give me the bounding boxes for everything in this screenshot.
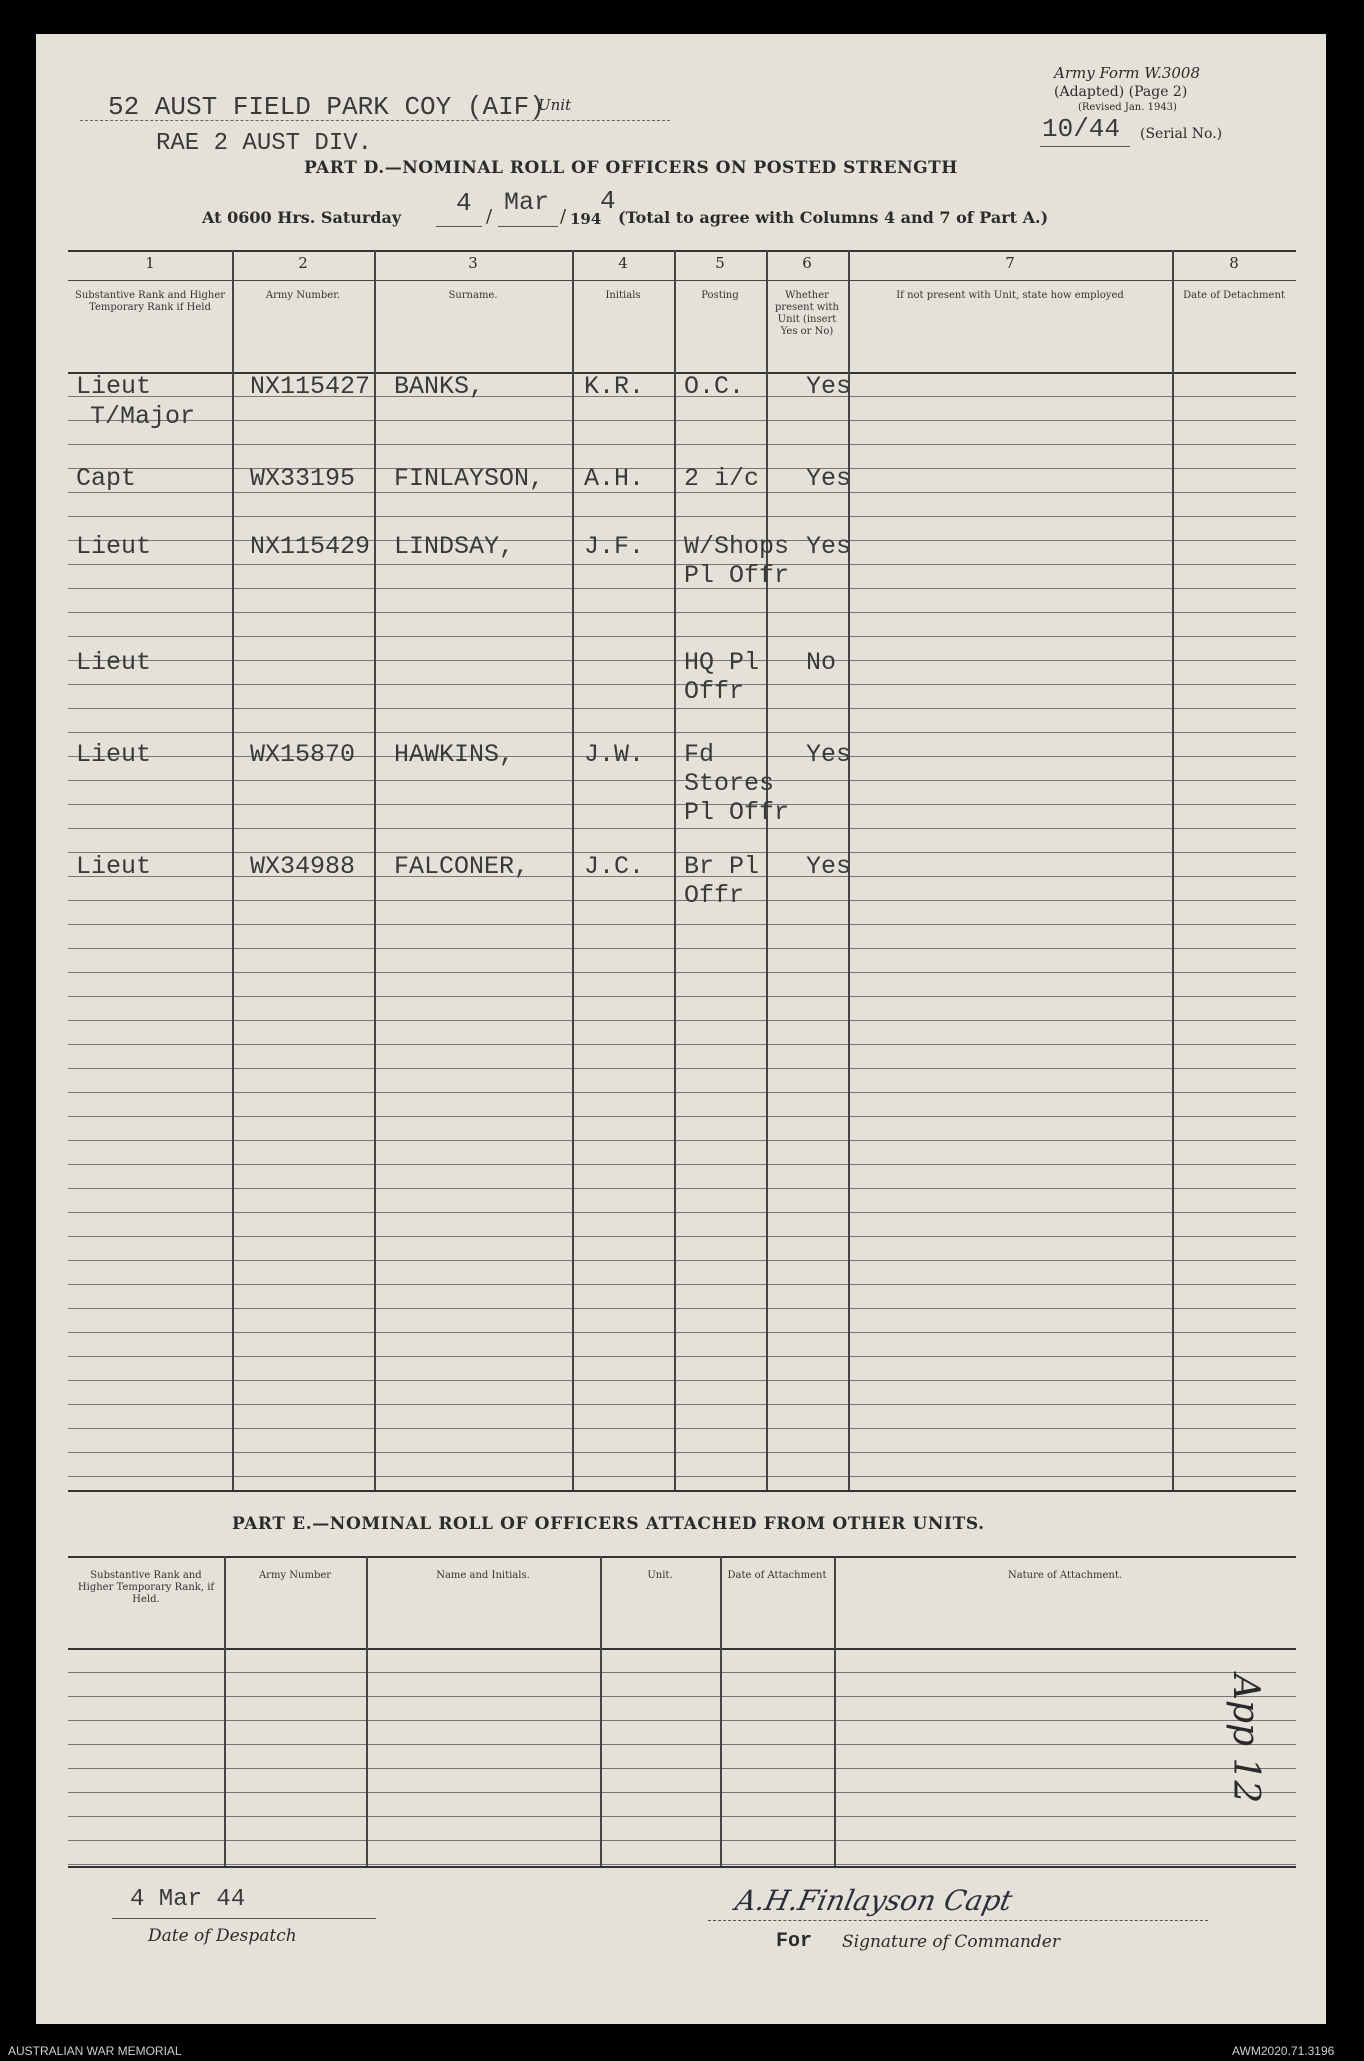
cell-initials: A.H. — [584, 464, 645, 493]
ruled-line — [68, 1428, 1296, 1429]
date-year-prefix: 194 — [570, 210, 602, 228]
cell-present: No — [806, 648, 837, 677]
cell-rank: Lieut — [76, 852, 152, 881]
column-header: Army Number. — [265, 290, 341, 301]
cell-surname: FALCONER, — [394, 852, 530, 881]
unit-value: 52 AUST FIELD PARK COY (AIF) — [108, 92, 545, 122]
table-border-bottom — [68, 1490, 1296, 1492]
column-divider — [366, 1556, 368, 1866]
ruled-line — [68, 972, 1296, 973]
ruled-line — [68, 1260, 1296, 1261]
column-number: 6 — [802, 254, 812, 272]
unit-label: Unit — [538, 96, 572, 114]
cell-posting: Fd Stores Pl Offr — [684, 740, 790, 827]
cell-rank: Lieut — [76, 532, 152, 561]
ruled-line — [68, 1744, 1296, 1745]
serial-number-value: 10/44 — [1042, 114, 1121, 144]
margin-note: App 12 — [1225, 1674, 1266, 1804]
column-header: Surname. — [448, 290, 498, 301]
form-page: Army Form W.3008 (Adapted) (Page 2) (Revised Jan. 1943) 10/44 (Serial No.) 52 AUST FIELD PARK COY (AIF) Unit RAE 2 AUST DIV. PART D.—NOMINAL ROLL OF OFFICERS ON POSTED STRENGTH At 0600 Hrs. Saturday 4 / Mar / 194 4 (Total to agree with Columns 4 and 7 of Part A.) 1 2 3 4 5 6 7 8 Substantive Rank and Higher Temporary Rank if Held Army Number. Surname. Initials Posting Whether present with Unit (insert Yes or No) If not present with Unit, state how employed Date of Detachment Lieut NX115427 BANKS, K.R. O.C. Yes T/Major Capt WX33195 FINLAYSON, A.H. 2 i/c Yes Lieut NX115429 LINDSAY, J.F. W/Shops Pl Offr Yes Lieut HQ Pl Offr No Lieut WX15870 HAWKINS, J.W. Fd Stores Pl Offr Yes Lieut WX34988 FALCONER, J.C. Br Pl Offr Yes PART E.—NOMINAL ROLL OF OFFICERS ATTACHED FROM OTHER UNITS. Substantive Rank and Higher Temporary Rank, if Held. Army Number Name and Initials. Unit. Date of Attachment Nature of Attachment. App 12 4 Mar 44 Date of Despatch A.H.Finlayson Capt For Signature of Commander — [36, 34, 1326, 2024]
cell-posting: Br Pl Offr — [684, 852, 760, 910]
cell-rank-secondary: T/Major — [90, 402, 196, 431]
form-revised: (Revised Jan. 1943) — [1078, 102, 1177, 113]
column-number: 3 — [468, 254, 478, 272]
ruled-line — [68, 1164, 1296, 1165]
cell-posting: 2 i/c — [684, 464, 760, 493]
cell-posting: W/Shops Pl Offr — [684, 532, 790, 590]
despatch-date: 4 Mar 44 — [130, 1886, 246, 1913]
despatch-date-label: Date of Despatch — [148, 1926, 297, 1946]
ruled-line — [68, 1380, 1296, 1381]
archive-credit: AUSTRALIAN WAR MEMORIAL — [8, 2044, 182, 2058]
signature-label: Signature of Commander — [842, 1932, 1060, 1952]
ruled-line — [68, 1404, 1296, 1405]
ruled-line — [68, 684, 1296, 685]
cell-initials: J.C. — [584, 852, 645, 881]
date-line-label: At 0600 Hrs. Saturday — [202, 208, 402, 227]
ruled-line — [68, 1768, 1296, 1769]
archive-reference: AWM2020.71.3196 — [1232, 2044, 1335, 2058]
ruled-line — [68, 996, 1296, 997]
column-divider — [600, 1556, 602, 1866]
part-e-column-header: Substantive Rank and Higher Temporary Rank, if Held. — [77, 1570, 215, 1605]
ruled-line — [68, 1212, 1296, 1213]
ruled-line — [68, 948, 1296, 949]
ruled-line — [68, 1452, 1296, 1453]
ruled-line — [68, 804, 1296, 805]
ruled-line — [68, 660, 1296, 661]
part-e-header-bottom — [68, 1648, 1296, 1650]
column-header: Initials — [605, 290, 641, 301]
ruled-line — [68, 1476, 1296, 1477]
part-e-border-top — [68, 1556, 1296, 1558]
column-divider — [224, 1556, 226, 1866]
unit-division: RAE 2 AUST DIV. — [156, 130, 373, 157]
cell-army-no: WX34988 — [250, 852, 356, 881]
cell-present: Yes — [806, 372, 852, 401]
date-day: 4 — [456, 188, 472, 218]
date-month: Mar — [504, 188, 550, 217]
ruled-line — [68, 1284, 1296, 1285]
cell-posting: HQ Pl Offr — [684, 648, 760, 706]
part-e-border-bottom — [68, 1866, 1296, 1868]
column-number: 7 — [1005, 254, 1015, 272]
cell-surname: HAWKINS, — [394, 740, 515, 769]
column-header: Date of Detachment — [1183, 290, 1285, 301]
column-number: 5 — [715, 254, 725, 272]
ruled-line — [68, 1792, 1296, 1793]
part-e-column-header: Name and Initials. — [436, 1570, 530, 1581]
ruled-line — [68, 1840, 1296, 1841]
cell-rank: Lieut — [76, 372, 152, 401]
ruled-line — [68, 1140, 1296, 1141]
commander-signature: A.H.Finlayson Capt — [732, 1884, 1016, 1917]
for-label: For — [776, 1930, 813, 1953]
ruled-line — [68, 1044, 1296, 1045]
date-year-digit: 4 — [600, 186, 616, 216]
cell-surname: LINDSAY, — [394, 532, 515, 561]
cell-initials: K.R. — [584, 372, 645, 401]
ruled-line — [68, 1116, 1296, 1117]
ruled-line — [68, 1816, 1296, 1817]
ruled-line — [68, 1332, 1296, 1333]
part-d-title: PART D.—NOMINAL ROLL OF OFFICERS ON POSTED STRENGTH — [304, 158, 958, 178]
cell-posting: O.C. — [684, 372, 745, 401]
ruled-line — [68, 1672, 1296, 1673]
ruled-line — [68, 1864, 1296, 1865]
cell-initials: J.F. — [584, 532, 645, 561]
ruled-line — [68, 420, 1296, 421]
serial-number-label: (Serial No.) — [1140, 126, 1223, 142]
column-divider — [834, 1556, 836, 1866]
ruled-line — [68, 588, 1296, 589]
column-number: 4 — [618, 254, 628, 272]
ruled-line — [68, 1696, 1296, 1697]
column-number: 2 — [298, 254, 308, 272]
ruled-line — [68, 900, 1296, 901]
ruled-line — [68, 1092, 1296, 1093]
part-e-column-header: Army Number — [258, 1570, 332, 1581]
ruled-line — [68, 1236, 1296, 1237]
ruled-line — [68, 1308, 1296, 1309]
column-header: Posting — [701, 290, 739, 301]
ruled-line — [68, 564, 1296, 565]
ruled-line — [68, 1068, 1296, 1069]
ruled-line — [68, 444, 1296, 445]
ruled-line — [68, 1356, 1296, 1357]
part-e-column-header: Nature of Attachment. — [1007, 1570, 1123, 1581]
cell-army-no: NX115427 — [250, 372, 371, 401]
ruled-line — [68, 1020, 1296, 1021]
column-header: Whether present with Unit (insert Yes or No) — [774, 290, 839, 337]
ruled-line — [68, 636, 1296, 637]
ruled-line — [68, 924, 1296, 925]
part-e-column-header: Unit. — [647, 1570, 673, 1581]
form-name: Army Form W.3008 — [1054, 64, 1200, 82]
column-divider — [720, 1556, 722, 1866]
ruled-line — [68, 732, 1296, 733]
ruled-line — [68, 1188, 1296, 1189]
cell-present: Yes — [806, 464, 852, 493]
cell-present: Yes — [806, 740, 852, 769]
column-divider — [1172, 250, 1174, 1490]
part-e-title: PART E.—NOMINAL ROLL OF OFFICERS ATTACHED FROM OTHER UNITS. — [232, 1514, 985, 1534]
ruled-line — [68, 1720, 1296, 1721]
ruled-line — [68, 612, 1296, 613]
cell-rank: Capt — [76, 464, 137, 493]
cell-present: Yes — [806, 532, 852, 561]
ruled-line — [68, 828, 1296, 829]
cell-surname: BANKS, — [394, 372, 485, 401]
table-border-top — [68, 250, 1296, 252]
form-adapted: (Adapted) (Page 2) — [1054, 84, 1188, 100]
cell-initials: J.W. — [584, 740, 645, 769]
ruled-line — [68, 516, 1296, 517]
column-number: 1 — [145, 254, 155, 272]
cell-rank: Lieut — [76, 648, 152, 677]
table-number-row-line — [68, 280, 1296, 281]
column-number: 8 — [1229, 254, 1239, 272]
cell-surname: FINLAYSON, — [394, 464, 545, 493]
cell-rank: Lieut — [76, 740, 152, 769]
cell-present: Yes — [806, 852, 852, 881]
cell-army-no: WX33195 — [250, 464, 356, 493]
column-header: Substantive Rank and Higher Temporary Rank if Held — [74, 290, 226, 313]
ruled-line — [68, 708, 1296, 709]
ruled-line — [68, 780, 1296, 781]
column-header: If not present with Unit, state how employed — [896, 290, 1124, 301]
cell-army-no: WX15870 — [250, 740, 356, 769]
cell-army-no: NX115429 — [250, 532, 371, 561]
part-e-column-header: Date of Attachment — [727, 1570, 827, 1581]
total-note: (Total to agree with Columns 4 and 7 of Part A.) — [618, 208, 1049, 227]
